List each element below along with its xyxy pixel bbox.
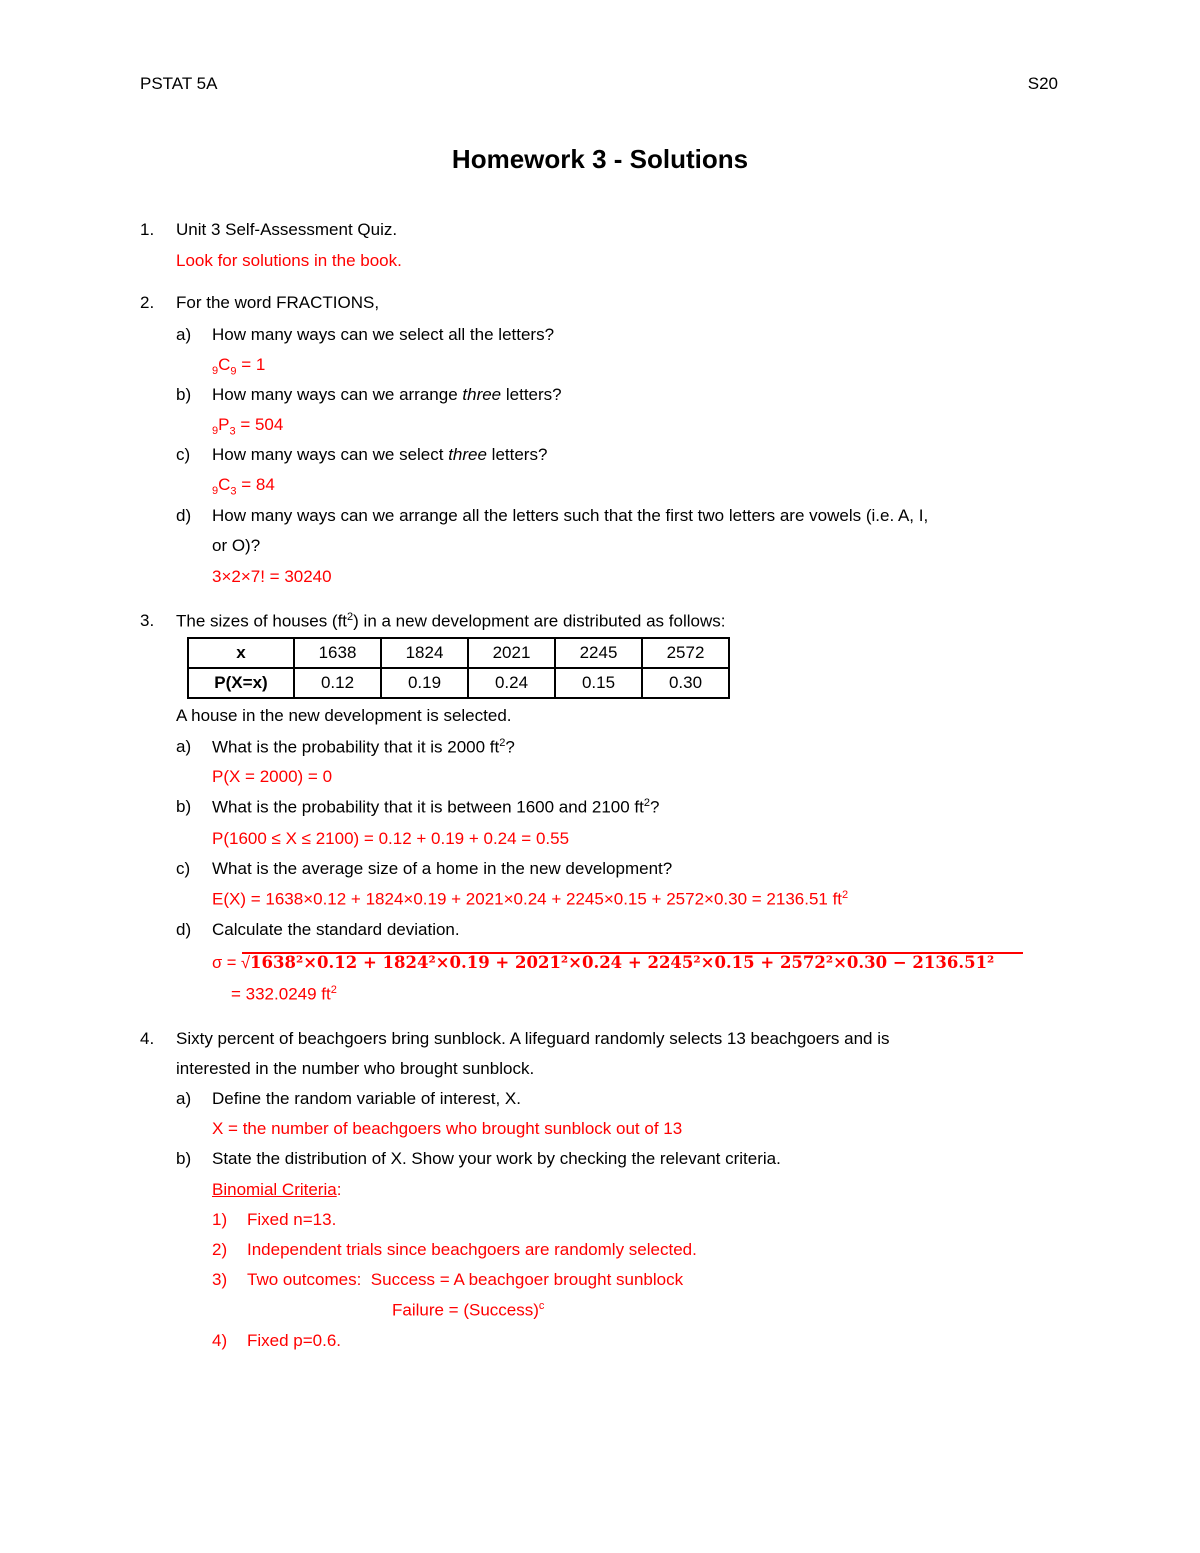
q3d-question: Calculate the standard deviation. bbox=[212, 920, 460, 939]
q3d-sigma bbox=[212, 953, 994, 973]
table-cell: 0.12 bbox=[294, 668, 381, 698]
q3-text bbox=[176, 611, 725, 632]
criteria-number: 4) bbox=[212, 1331, 228, 1350]
q2c-question bbox=[212, 445, 547, 465]
q3d-result bbox=[231, 984, 337, 1005]
table-cell: 0.24 bbox=[468, 668, 555, 698]
q2a-answer-sub: 9 bbox=[230, 365, 237, 378]
q4b-letter: b) bbox=[176, 1149, 192, 1168]
q2c-answer-symbol: C bbox=[218, 475, 231, 494]
q2a-question: How many ways can we select all the letters? bbox=[212, 325, 555, 344]
criteria-item: Independent trials since beachgoers are randomly selected. bbox=[247, 1240, 697, 1259]
q2c-answer bbox=[212, 475, 275, 497]
q2d-question-line2: or O)? bbox=[212, 536, 261, 555]
q3d-result-pre: = 332.0249 ft bbox=[231, 984, 331, 1004]
q3-text-pre: The sizes of houses (ft bbox=[176, 611, 348, 631]
table-cell: 2572 bbox=[642, 638, 729, 668]
q2a-letter: a) bbox=[176, 325, 192, 344]
criteria-title: Binomial Criteria bbox=[212, 1180, 337, 1199]
q2c-question-pre: How many ways can we select bbox=[212, 445, 449, 464]
q2a-answer-rest: = 1 bbox=[236, 355, 266, 374]
q4a-letter: a) bbox=[176, 1089, 192, 1108]
criteria-number: 1) bbox=[212, 1210, 228, 1229]
table-cell: 2245 bbox=[555, 638, 642, 668]
q3c-question: What is the average size of a home in the new development? bbox=[212, 859, 673, 878]
q2b-answer bbox=[212, 415, 283, 437]
table-cell: P(X=x) bbox=[188, 668, 294, 698]
table-cell: x bbox=[188, 638, 294, 668]
q2b-question-pre: How many ways can we arrange bbox=[212, 385, 463, 404]
q3b-question bbox=[212, 797, 659, 818]
criteria-item: Two outcomes: Success = A beachgoer brought sunblock bbox=[247, 1270, 684, 1289]
criteria-colon: : bbox=[336, 1180, 342, 1199]
q3a-question-post: ? bbox=[505, 737, 515, 757]
q2c-answer-rest: = 84 bbox=[236, 475, 275, 494]
q2b-letter: b) bbox=[176, 385, 192, 404]
q4b-question: State the distribution of X. Show your work by checking the relevant criteria. bbox=[212, 1149, 781, 1168]
q2c-answer-pre: 9 bbox=[212, 485, 219, 497]
q3c-letter: c) bbox=[176, 859, 191, 878]
table-row bbox=[188, 668, 729, 698]
criteria-heading bbox=[212, 1180, 341, 1200]
q2c-answer-sub: 3 bbox=[230, 485, 237, 498]
q3d-result-sup: 2 bbox=[330, 984, 337, 996]
q3-text-post: ) in a new development are distributed as follows: bbox=[353, 611, 726, 631]
q2d-letter: d) bbox=[176, 506, 192, 525]
q3b-question-post: ? bbox=[650, 797, 660, 817]
table-cell: 0.30 bbox=[642, 668, 729, 698]
header-term: S20 bbox=[1027, 74, 1058, 93]
failure-pre: Failure = (Success) bbox=[392, 1300, 539, 1320]
q3b-question-pre: What is the probability that it is between 1600 and 2100 ft bbox=[212, 797, 644, 817]
q4-number: 4. bbox=[140, 1029, 155, 1048]
q3c-answer-sup: 2 bbox=[842, 889, 849, 901]
failure-definition bbox=[392, 1300, 544, 1321]
q3d-letter: d) bbox=[176, 920, 192, 939]
q3-intro: A house in the new development is selected. bbox=[176, 706, 512, 725]
table-cell: 0.19 bbox=[381, 668, 468, 698]
q4a-question: Define the random variable of interest, X. bbox=[212, 1089, 521, 1108]
q3c-answer-pre: E(X) = 1638×0.12 + 1824×0.19 + 2021×0.24 + 2245×0.15 + 2572×0.30 = 2136.51 ft bbox=[212, 889, 843, 909]
q2-text: For the word FRACTIONS, bbox=[176, 293, 380, 312]
q3d-sigma-lead: σ = √ bbox=[212, 954, 251, 972]
criteria-number: 3) bbox=[212, 1270, 228, 1289]
header-course: PSTAT 5A bbox=[140, 74, 218, 93]
page-title: Homework 3 - Solutions bbox=[451, 144, 749, 174]
q2b-answer-symbol: P bbox=[218, 415, 230, 434]
q3b-answer: P(1600 ≤ X ≤ 2100) = 0.12 + 0.19 + 0.24 = 0.55 bbox=[212, 829, 570, 848]
q2b-answer-sub: 3 bbox=[229, 425, 236, 438]
q4-line1: Sixty percent of beachgoers bring sunblock. A lifeguard randomly selects 13 beachgoers and is bbox=[176, 1029, 890, 1048]
q3-number: 3. bbox=[140, 611, 155, 630]
criteria-number: 2) bbox=[212, 1240, 228, 1259]
q2c-question-em: three bbox=[448, 445, 487, 464]
q3b-question-sup: 2 bbox=[643, 797, 651, 809]
q3a-question-pre: What is the probability that it is 2000 ft bbox=[212, 737, 500, 757]
q2c-question-post: letters? bbox=[486, 445, 548, 464]
criteria-item: Fixed p=0.6. bbox=[247, 1331, 342, 1350]
q2b-question bbox=[212, 385, 562, 405]
table-cell: 1824 bbox=[381, 638, 468, 668]
q2b-question-em: three bbox=[462, 385, 502, 404]
q2-number: 2. bbox=[140, 293, 155, 312]
q2b-answer-rest: = 504 bbox=[235, 415, 284, 434]
q3d-sigma-formula: 1638²×0.12 + 1824²×0.19 + 2021²×0.24 + 2245²×0.15 + 2572²×0.30 − 2136.51² bbox=[250, 953, 995, 972]
q3a-letter: a) bbox=[176, 737, 192, 756]
distribution-table bbox=[187, 637, 730, 699]
table-cell: 2021 bbox=[468, 638, 555, 668]
q3c-answer bbox=[212, 889, 848, 910]
q2a-answer-pre: 9 bbox=[212, 365, 219, 377]
q2a-answer bbox=[212, 355, 265, 377]
q2d-question-line1: How many ways can we arrange all the letters such that the first two letters are vowels (i.e. A, I, bbox=[212, 506, 929, 525]
q4-line2: interested in the number who brought sunblock. bbox=[176, 1059, 535, 1078]
q2b-answer-pre: 9 bbox=[212, 425, 219, 437]
q3a-question bbox=[212, 737, 515, 758]
q4a-answer: X = the number of beachgoers who brought sunblock out of 13 bbox=[212, 1119, 683, 1138]
criteria-item: Fixed n=13. bbox=[247, 1210, 337, 1229]
table-cell: 0.15 bbox=[555, 668, 642, 698]
q2b-question-post: letters? bbox=[501, 385, 562, 404]
q2a-answer-symbol: C bbox=[218, 355, 231, 374]
q1-answer: Look for solutions in the book. bbox=[176, 251, 402, 270]
q3a-question-sup: 2 bbox=[499, 737, 506, 749]
table-cell: 1638 bbox=[294, 638, 381, 668]
failure-sup: c bbox=[538, 1300, 545, 1312]
q1-text: Unit 3 Self-Assessment Quiz. bbox=[176, 220, 398, 239]
q3a-answer: P(X = 2000) = 0 bbox=[212, 767, 333, 786]
q3b-letter: b) bbox=[176, 797, 192, 816]
q3-text-sup: 2 bbox=[347, 611, 354, 623]
q2c-letter: c) bbox=[176, 445, 191, 464]
q2d-answer: 3×2×7! = 30240 bbox=[212, 567, 332, 586]
q1-number: 1. bbox=[140, 220, 155, 239]
table-header-row bbox=[188, 638, 729, 668]
